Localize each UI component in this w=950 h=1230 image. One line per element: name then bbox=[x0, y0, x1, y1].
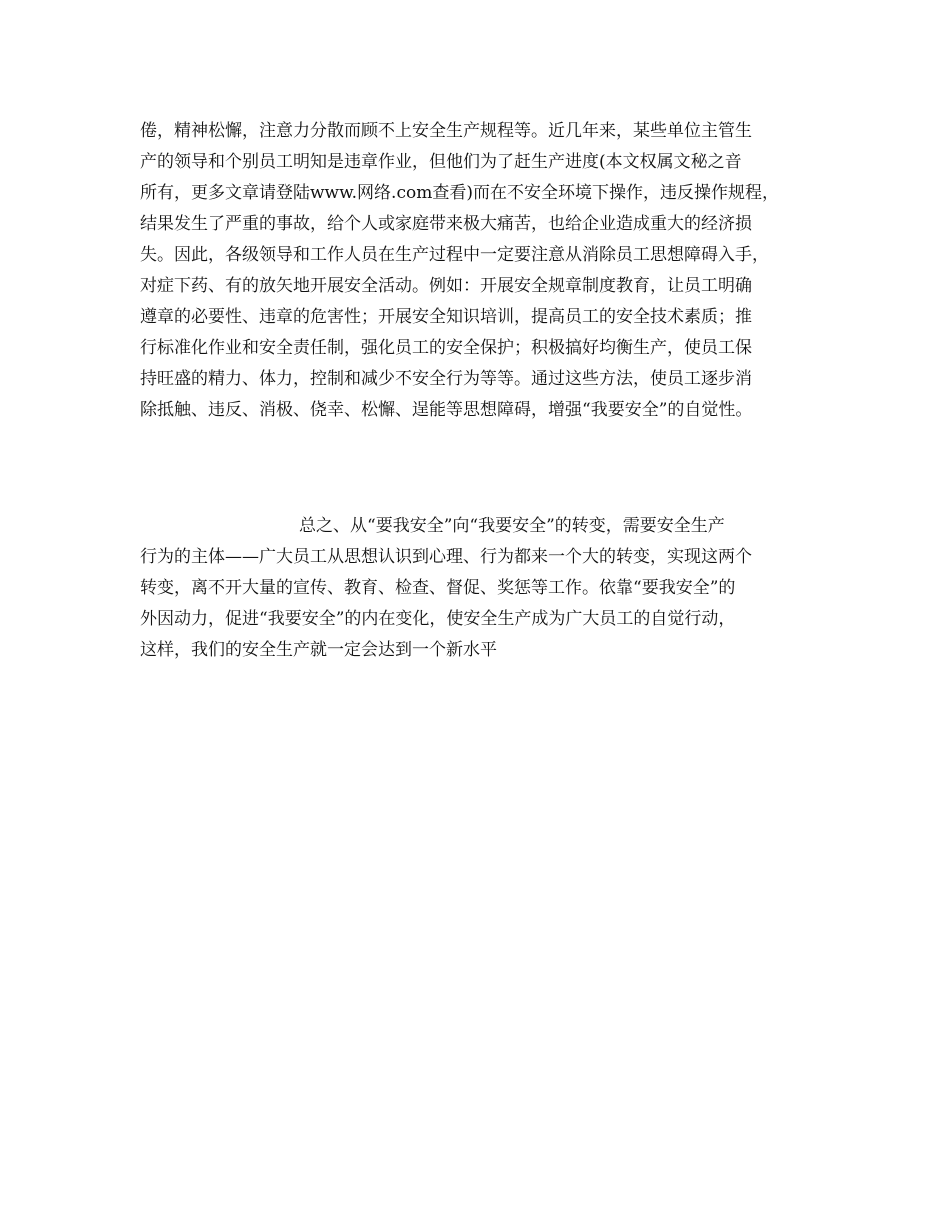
text-line: 遵章的必要性、违章的危害性；开展安全知识培训，提高员工的安全技术素质；推 bbox=[140, 307, 752, 327]
text-line: 产的领导和个别员工明知是违章作业，但他们为了赶生产进度(本文权属文秘之音 bbox=[140, 152, 742, 172]
text-line: 行标准化作业和安全责任制，强化员工的安全保护；积极搞好均衡生产，使员工保 bbox=[140, 338, 752, 358]
text-line: 所有，更多文章请登陆www.网络.com查看)而在不安全环境下操作，违反操作规程， bbox=[140, 183, 779, 203]
text-line: 除抵触、违反、消极、侥幸、松懈、逞能等思想障碍，增强“我要安全”的自觉性。 bbox=[140, 400, 753, 420]
text-line: 外因动力，促进“我要安全”的内在变化，使安全生产成为广大员工的自觉行动， bbox=[140, 609, 736, 629]
text-line: 对症下药、有的放矢地开展安全活动。例如：开展安全规章制度教育，让员工明确 bbox=[140, 276, 752, 296]
text-line: 总之、从“要我安全”向“我要安全”的转变，需要安全生产 bbox=[299, 516, 725, 536]
text-line: 转变，离不开大量的宣传、教育、检查、督促、奖惩等工作。依靠“要我安全”的 bbox=[140, 578, 736, 598]
text-line: 倦，精神松懈，注意力分散而顾不上安全生产规程等。近几年来，某些单位主管生 bbox=[140, 121, 752, 141]
text-line: 持旺盛的精力、体力，控制和减少不安全行为等等。通过这些方法，使员工逐步消 bbox=[140, 369, 752, 389]
text-line: 这样，我们的安全生产就一定会达到一个新水平 bbox=[140, 640, 497, 660]
body-paragraph-1 bbox=[140, 116, 820, 426]
text-line: 行为的主体——广大员工从思想认识到心理、行为都来一个大的转变，实现这两个 bbox=[140, 547, 752, 567]
body-paragraph-2 bbox=[140, 511, 820, 666]
text-line: 失。因此，各级领导和工作人员在生产过程中一定要注意从消除员工思想障碍入手， bbox=[140, 245, 769, 265]
text-line: 结果发生了严重的事故，给个人或家庭带来极大痛苦，也给企业造成重大的经济损 bbox=[140, 214, 752, 234]
